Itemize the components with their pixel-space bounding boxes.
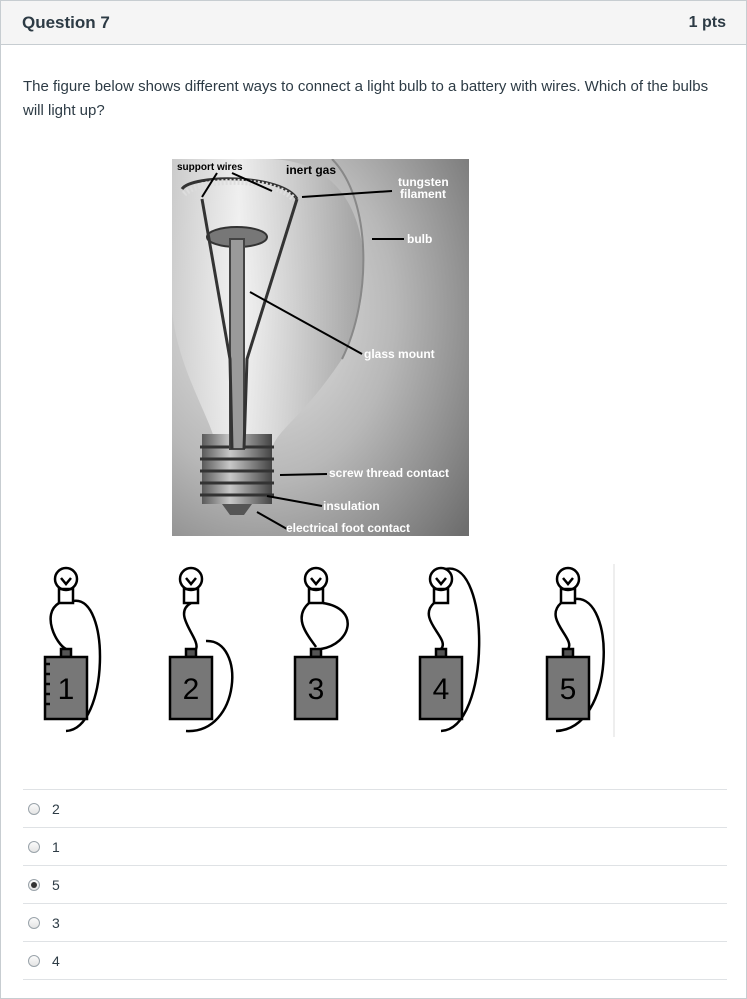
light-bulb-diagram bbox=[172, 159, 469, 536]
radio-button-selected[interactable] bbox=[28, 879, 40, 891]
label-glass-mount: glass mount bbox=[364, 347, 435, 361]
question-points: 1 pts bbox=[688, 13, 726, 31]
answer-label: 1 bbox=[52, 838, 60, 855]
question-text: The figure below shows different ways to connect a light bulb to a battery with wires. Which of the bulbs will light up? bbox=[23, 78, 709, 119]
answer-option[interactable] bbox=[23, 941, 727, 980]
circuit-2-label: 2 bbox=[182, 673, 200, 706]
circuit-2 bbox=[170, 568, 232, 731]
label-filament: filament bbox=[400, 187, 447, 201]
question-header bbox=[1, 1, 746, 45]
circuit-3 bbox=[295, 568, 348, 719]
answer-label: 2 bbox=[52, 800, 60, 817]
answer-label: 3 bbox=[52, 914, 60, 931]
circuit-diagrams bbox=[31, 559, 631, 744]
circuit-1 bbox=[45, 568, 100, 731]
radio-button[interactable] bbox=[28, 917, 40, 929]
answer-label: 4 bbox=[52, 952, 60, 969]
label-inert-gas: inert gas bbox=[286, 163, 337, 177]
circuit-5 bbox=[547, 568, 604, 731]
radio-button[interactable] bbox=[28, 841, 40, 853]
label-support-wires: support wires bbox=[177, 162, 243, 173]
answer-option[interactable] bbox=[23, 789, 727, 827]
answer-label: 5 bbox=[52, 876, 60, 893]
circuit-4 bbox=[420, 568, 479, 731]
radio-button[interactable] bbox=[28, 803, 40, 815]
answer-option[interactable] bbox=[23, 827, 727, 865]
circuit-4-label: 4 bbox=[432, 673, 450, 706]
question-title: Question 7 bbox=[22, 12, 110, 32]
radio-button[interactable] bbox=[28, 955, 40, 967]
label-insulation: insulation bbox=[323, 499, 380, 513]
label-tungsten: tungsten bbox=[398, 175, 449, 189]
answer-option[interactable] bbox=[23, 865, 727, 903]
circuit-1-label: 1 bbox=[57, 673, 75, 706]
label-screw-thread-contact: screw thread contact bbox=[329, 466, 450, 480]
circuit-5-label: 5 bbox=[559, 673, 577, 706]
circuit-3-label: 3 bbox=[307, 673, 325, 706]
answer-option[interactable] bbox=[23, 903, 727, 941]
label-electrical-foot-contact: electrical foot contact bbox=[286, 521, 411, 535]
label-bulb: bulb bbox=[407, 232, 433, 246]
answer-list bbox=[23, 789, 727, 980]
